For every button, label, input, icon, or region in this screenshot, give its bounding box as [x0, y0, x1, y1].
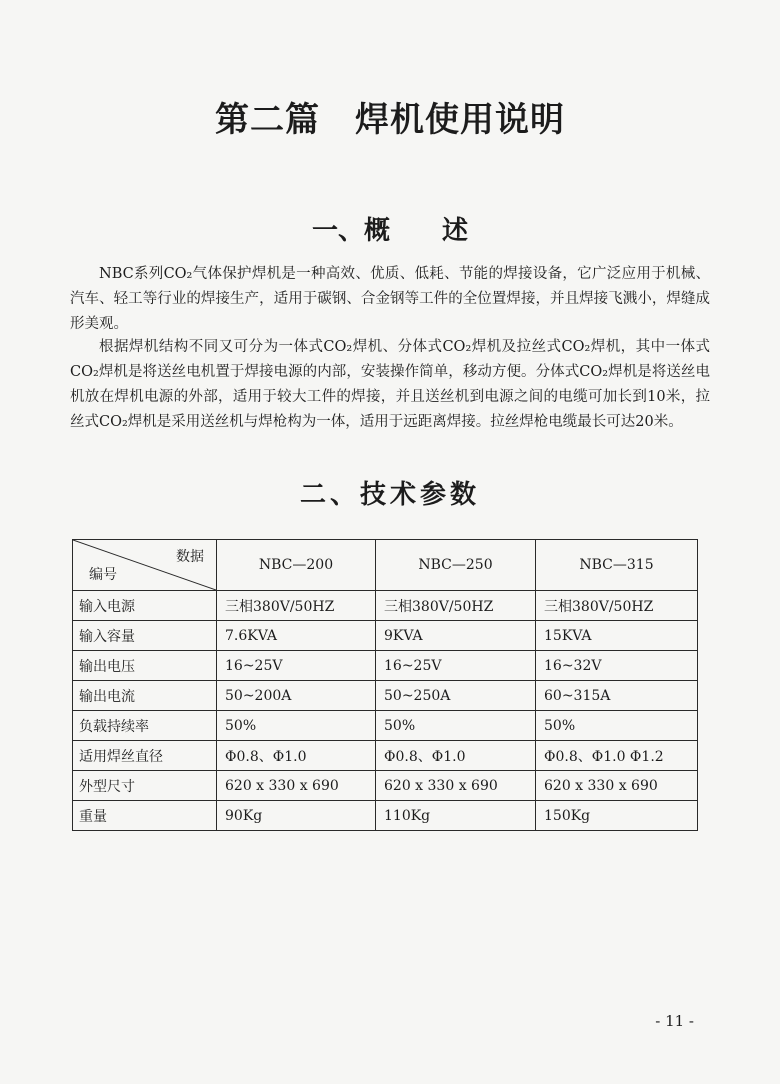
- row-label: 输出电流: [73, 681, 217, 711]
- table-cell: 50%: [376, 711, 536, 741]
- table-cell: 9KVA: [376, 621, 536, 651]
- row-label: 输入电源: [73, 591, 217, 621]
- table-cell: Φ0.8、Φ1.0 Φ1.2: [536, 741, 698, 771]
- table-cell: 620 x 330 x 690: [217, 771, 376, 801]
- table-cell: 50~250A: [376, 681, 536, 711]
- specs-table: [72, 539, 698, 831]
- table-row: [73, 801, 698, 831]
- corner-label-data: 数据: [176, 549, 204, 565]
- table-cell: 50~200A: [217, 681, 376, 711]
- table-cell: 50%: [536, 711, 698, 741]
- row-label: 外型尺寸: [73, 771, 217, 801]
- column-header: NBC—250: [376, 540, 536, 591]
- table-cell: 三相380V/50HZ: [217, 591, 376, 621]
- corner-label-number: 编号: [89, 567, 117, 583]
- overview-paragraph-2: 根据焊机结构不同又可分为一体式CO₂焊机、分体式CO₂焊机及拉丝式CO₂焊机，其中一体式CO₂焊机是将送丝电机置于焊接电源的内部，安装操作简单，移动方便。分体式CO₂焊机是将送丝电机放在焊机电源的外部，适用于较大工件的焊接，并且送丝机到电源之间的电缆可加长到10米，拉丝式CO₂焊机是采用送丝机与焊枪构为一体，适用于远距离焊接。拉丝焊枪电缆最长可达20米。: [70, 339, 710, 430]
- table-cell: 620 x 330 x 690: [376, 771, 536, 801]
- table-row: [73, 621, 698, 651]
- table-cell: 15KVA: [536, 621, 698, 651]
- table-corner-cell: [73, 540, 217, 591]
- chapter-heading: 第二篇 焊机使用说明: [215, 100, 565, 140]
- table-cell: 16~25V: [217, 651, 376, 681]
- table-cell: 90Kg: [217, 801, 376, 831]
- table-cell: 16~25V: [376, 651, 536, 681]
- column-header: NBC—315: [536, 540, 698, 591]
- overview-paragraph-1: NBC系列CO₂气体保护焊机是一种高效、优质、低耗、节能的焊接设备，它广泛应用于机械、汽车、轻工等行业的焊接生产，适用于碳钢、合金钢等工件的全位置焊接，并且焊接飞溅小，焊缝成形美观。: [70, 266, 710, 332]
- row-label: 负载持续率: [73, 711, 217, 741]
- table-row: [73, 681, 698, 711]
- row-label: 输出电压: [73, 651, 217, 681]
- table-row: [73, 711, 698, 741]
- section-title-specs: 二、技术参数: [299, 480, 480, 510]
- table-header-row: [73, 540, 698, 591]
- section-title-overview: 一、概 述: [311, 216, 468, 246]
- row-label: 输入容量: [73, 621, 217, 651]
- table-cell: 三相380V/50HZ: [536, 591, 698, 621]
- row-label: 重量: [73, 801, 217, 831]
- table-row: [73, 591, 698, 621]
- table-cell: 110Kg: [376, 801, 536, 831]
- table-cell: 7.6KVA: [217, 621, 376, 651]
- table-cell: 三相380V/50HZ: [376, 591, 536, 621]
- table-row: [73, 771, 698, 801]
- table-cell: 60~315A: [536, 681, 698, 711]
- table-row: [73, 741, 698, 771]
- page-number: - 11 -: [655, 1012, 694, 1030]
- table-cell: 50%: [217, 711, 376, 741]
- table-cell: 16~32V: [536, 651, 698, 681]
- table-row: [73, 651, 698, 681]
- row-label: 适用焊丝直径: [73, 741, 217, 771]
- table-cell: 150Kg: [536, 801, 698, 831]
- table-cell: Φ0.8、Φ1.0: [376, 741, 536, 771]
- table-cell: 620 x 330 x 690: [536, 771, 698, 801]
- column-header: NBC—200: [217, 540, 376, 591]
- table-cell: Φ0.8、Φ1.0: [217, 741, 376, 771]
